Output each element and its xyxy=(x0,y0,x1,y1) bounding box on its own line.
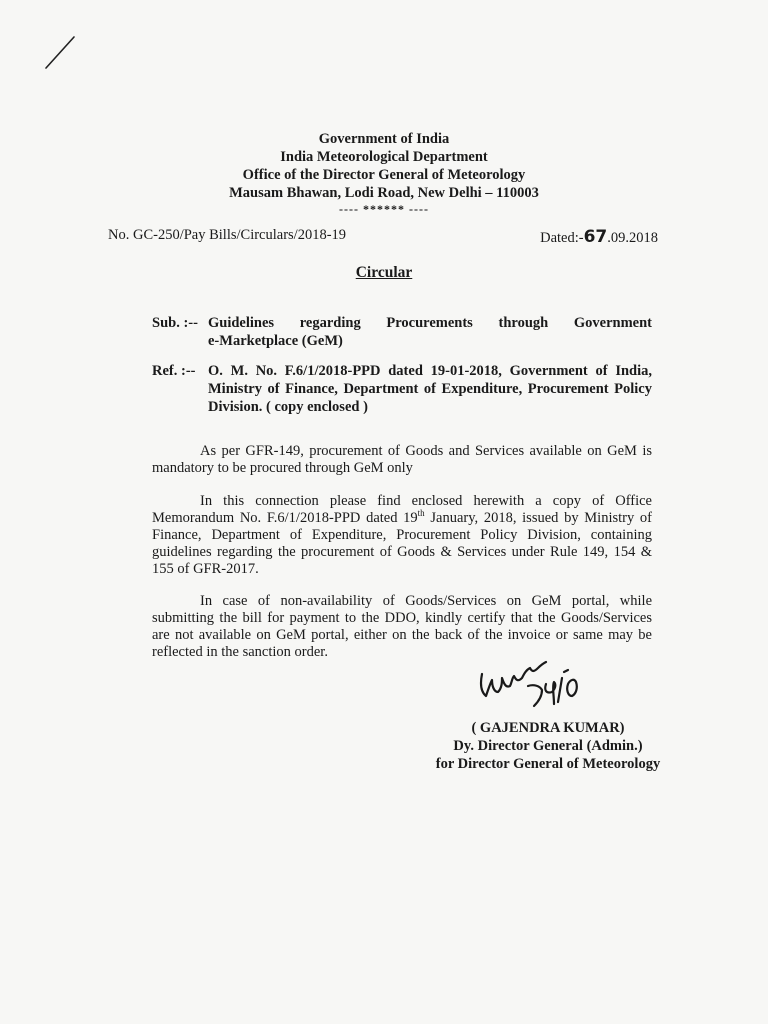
letterhead xyxy=(0,130,768,216)
signatory-on-behalf: for Director General of Meteorology xyxy=(435,756,661,772)
document-title: Circular xyxy=(355,264,413,281)
subject-block xyxy=(152,314,652,350)
reference-text: O. M. No. F.6/1/2018-PPD dated 19-01-2018, Government of India, Ministry of Finance, Department of Expenditure, Procurement Policy Division. ( copy enclosed ) xyxy=(208,363,652,415)
circular-number: No. GC-250/Pay Bills/Circulars/2018-19 xyxy=(108,227,347,243)
date-label: Dated:- xyxy=(540,230,584,246)
ordinal-suffix: th xyxy=(417,508,425,519)
signatory-designation: Dy. Director General (Admin.) xyxy=(453,738,643,754)
pen-stroke-mark xyxy=(40,34,80,74)
reference-block xyxy=(152,362,652,416)
date-month-year: .09.2018 xyxy=(607,230,658,246)
body-paragraph-3 xyxy=(152,593,652,661)
body-paragraph-1 xyxy=(152,443,652,477)
subject-label: Sub. :-- xyxy=(152,315,198,331)
signatory-block xyxy=(418,719,678,773)
body-paragraph-2-text-a: In this connection please find enclosed herewith a copy of Office Memorandum No. F.6/1/2018-PPD dated 19 xyxy=(152,493,652,526)
handwritten-signature xyxy=(472,656,622,714)
subject-text-line2: e-Marketplace (GeM) xyxy=(208,333,343,349)
circular-date xyxy=(540,227,658,247)
letterhead-separator: ---- ****** ---- xyxy=(339,202,429,216)
body-paragraph-3-text: In case of non-availability of Goods/Services on GeM portal, while submitting the bill for payment to the DDO, kindly certify that the Goods/Services are not available on GeM portal, either on the back of the invoice or same may be reflected in the sanction order. xyxy=(152,593,652,660)
signatory-name: ( GAJENDRA KUMAR) xyxy=(471,720,625,736)
letterhead-line-government: Government of India xyxy=(318,131,450,147)
body-paragraph-2-text-b: January, 2018, issued by Ministry of Finance, Department of Expenditure, Procurement Policy Division, containing guidelines regarding the procurement of Goods & Services under Rule 149, 154 & 155 of GFR-2017. xyxy=(152,510,652,577)
subject-text-line1: Guidelines regarding Procurements through Government xyxy=(208,315,652,331)
letterhead-line-office: Office of the Director General of Meteorology xyxy=(242,167,526,183)
letterhead-line-department: India Meteorological Department xyxy=(280,149,488,165)
body-paragraph-1-text: As per GFR-149, procurement of Goods and Services available on GeM is mandatory to be procured through GeM only xyxy=(152,443,652,476)
body-paragraph-2 xyxy=(152,493,652,578)
letterhead-line-address: Mausam Bhawan, Lodi Road, New Delhi – 110003 xyxy=(229,185,539,201)
date-day-handwritten: 67 xyxy=(583,227,608,247)
reference-label: Ref. :-- xyxy=(152,363,196,379)
